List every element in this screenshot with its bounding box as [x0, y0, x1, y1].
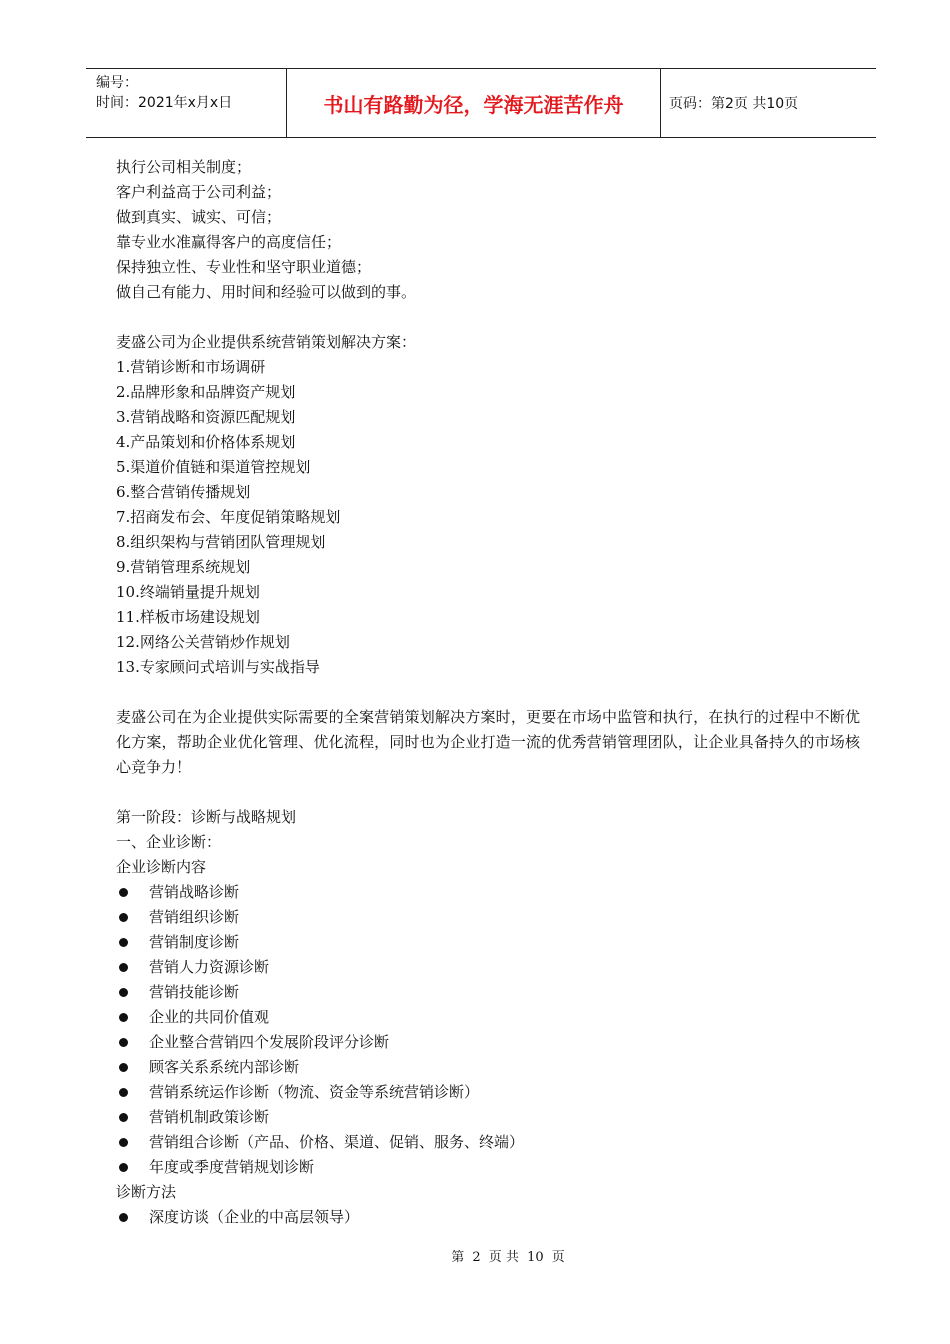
- principle-item: 客户利益高于公司利益；: [116, 183, 282, 201]
- diagnosis-item: [116, 1130, 876, 1155]
- diagnosis-item-text: 营销技能诊断: [149, 983, 240, 1001]
- diagnosis-item: [116, 930, 876, 955]
- time-label: 时间：2021年x月x日: [96, 95, 233, 111]
- diagnosis-item-text: 营销人力资源诊断: [149, 958, 270, 976]
- diagnosis-item-text: 营销组织诊断: [149, 908, 240, 926]
- bullet-dot-icon: [116, 930, 149, 955]
- diagnosis-item: [116, 1055, 876, 1080]
- header-page-label: 页码：第2页 共10页: [669, 96, 799, 112]
- solution-item: 13.专家顾问式培训与实战指导: [116, 658, 320, 676]
- solution-item: 11.样板市场建设规划: [116, 608, 260, 626]
- solution-item: 5.渠道价值链和渠道管控规划: [116, 458, 311, 476]
- diagnosis-item-text: 企业整合营销四个发展阶段评分诊断: [149, 1033, 390, 1051]
- solution-item: 3.营销战略和资源匹配规划: [116, 408, 296, 426]
- footer-page: 2: [472, 1250, 481, 1265]
- bullet-dot-icon: [116, 1055, 149, 1080]
- solution-item: 6.整合营销传播规划: [116, 483, 251, 501]
- document-body: [116, 155, 876, 1230]
- bullet-dot-icon: [116, 955, 149, 980]
- principle-item: 做到真实、诚实、可信；: [116, 208, 282, 226]
- number-label: 编号：: [96, 75, 138, 91]
- solution-item: 10.终端销量提升规划: [116, 583, 260, 601]
- diagnosis-item: [116, 880, 876, 905]
- diagnosis-item: [116, 1105, 876, 1130]
- solution-item: 1.营销诊断和市场调研: [116, 358, 266, 376]
- diagnosis-item-text: 企业的共同价值观: [149, 1008, 270, 1026]
- diagnosis-item: [116, 980, 876, 1005]
- footer-prefix: 第: [451, 1250, 465, 1265]
- footer-suffix: 页: [551, 1250, 565, 1265]
- principles-list: [116, 155, 876, 305]
- solution-item: 2.品牌形象和品牌资产规划: [116, 383, 296, 401]
- solution-item: 8.组织架构与营销团队管理规划: [116, 533, 326, 551]
- solutions-intro: 麦盛公司为企业提供系统营销策划解决方案：: [116, 333, 417, 351]
- diagnosis-item: [116, 1030, 876, 1055]
- diagnosis-item-text: 营销组合诊断（产品、价格、渠道、促销、服务、终端）: [149, 1133, 525, 1151]
- diagnosis-item-text: 年度或季度营销规划诊断: [149, 1158, 315, 1176]
- diagnosis-content-title: 企业诊断内容: [116, 858, 207, 876]
- diagnosis-item-text: 营销机制政策诊断: [149, 1108, 270, 1126]
- diagnosis-item: [116, 1080, 876, 1105]
- method-item-text: 深度访谈（企业的中高层领导）: [149, 1208, 360, 1226]
- page-header: [86, 68, 876, 138]
- header-motto: 书山有路勤为径，学海无涯苦作舟: [287, 69, 661, 137]
- page-footer: [0, 1246, 950, 1265]
- principle-item: 执行公司相关制度；: [116, 158, 252, 176]
- bullet-dot-icon: [116, 1155, 149, 1180]
- method-item: [116, 1205, 876, 1230]
- diagnosis-item: [116, 1005, 876, 1030]
- bullet-dot-icon: [116, 980, 149, 1005]
- footer-total: 10: [527, 1250, 544, 1265]
- stage-title: 第一阶段：诊断与战略规划: [116, 808, 297, 826]
- diagnosis-item: [116, 905, 876, 930]
- bullet-dot-icon: [116, 905, 149, 930]
- principle-item: 保持独立性、专业性和坚守职业道德；: [116, 258, 372, 276]
- method-list: [116, 1205, 876, 1230]
- diagnosis-item: [116, 1155, 876, 1180]
- solution-item: 12.网络公关营销炒作规划: [116, 633, 290, 651]
- section-title: 一、企业诊断：: [116, 833, 222, 851]
- bullet-dot-icon: [116, 1205, 149, 1230]
- principle-item: 靠专业水准赢得客户的高度信任；: [116, 233, 342, 251]
- diagnosis-item-text: 营销系统运作诊断（物流、资金等系统营销诊断）: [149, 1083, 480, 1101]
- summary-paragraph: 麦盛公司在为企业提供实际需要的全案营销策划解决方案时，更要在市场中监管和执行，在执行的过程中不断优化方案，帮助企业优化管理、优化流程，同时也为企业打造一流的优秀营销管理团队，让企业具备持久的市场核心竞争力！: [116, 708, 860, 776]
- principle-item: 做自己有能力、用时间和经验可以做到的事。: [116, 283, 417, 301]
- solution-item: 4.产品策划和价格体系规划: [116, 433, 296, 451]
- solution-item: 7.招商发布会、年度促销策略规划: [116, 508, 341, 526]
- bullet-dot-icon: [116, 1105, 149, 1130]
- header-meta: [86, 69, 287, 137]
- footer-mid: 页 共: [488, 1250, 519, 1265]
- diagnosis-list: [116, 880, 876, 1180]
- bullet-dot-icon: [116, 1130, 149, 1155]
- diagnosis-item-text: 营销制度诊断: [149, 933, 240, 951]
- method-title: 诊断方法: [116, 1183, 177, 1201]
- bullet-dot-icon: [116, 1080, 149, 1105]
- diagnosis-item: [116, 955, 876, 980]
- solution-item: 9.营销管理系统规划: [116, 558, 251, 576]
- solutions-list: [116, 355, 876, 680]
- diagnosis-item-text: 顾客关系系统内部诊断: [149, 1058, 300, 1076]
- bullet-dot-icon: [116, 1005, 149, 1030]
- bullet-dot-icon: [116, 880, 149, 905]
- bullet-dot-icon: [116, 1030, 149, 1055]
- diagnosis-item-text: 营销战略诊断: [149, 883, 240, 901]
